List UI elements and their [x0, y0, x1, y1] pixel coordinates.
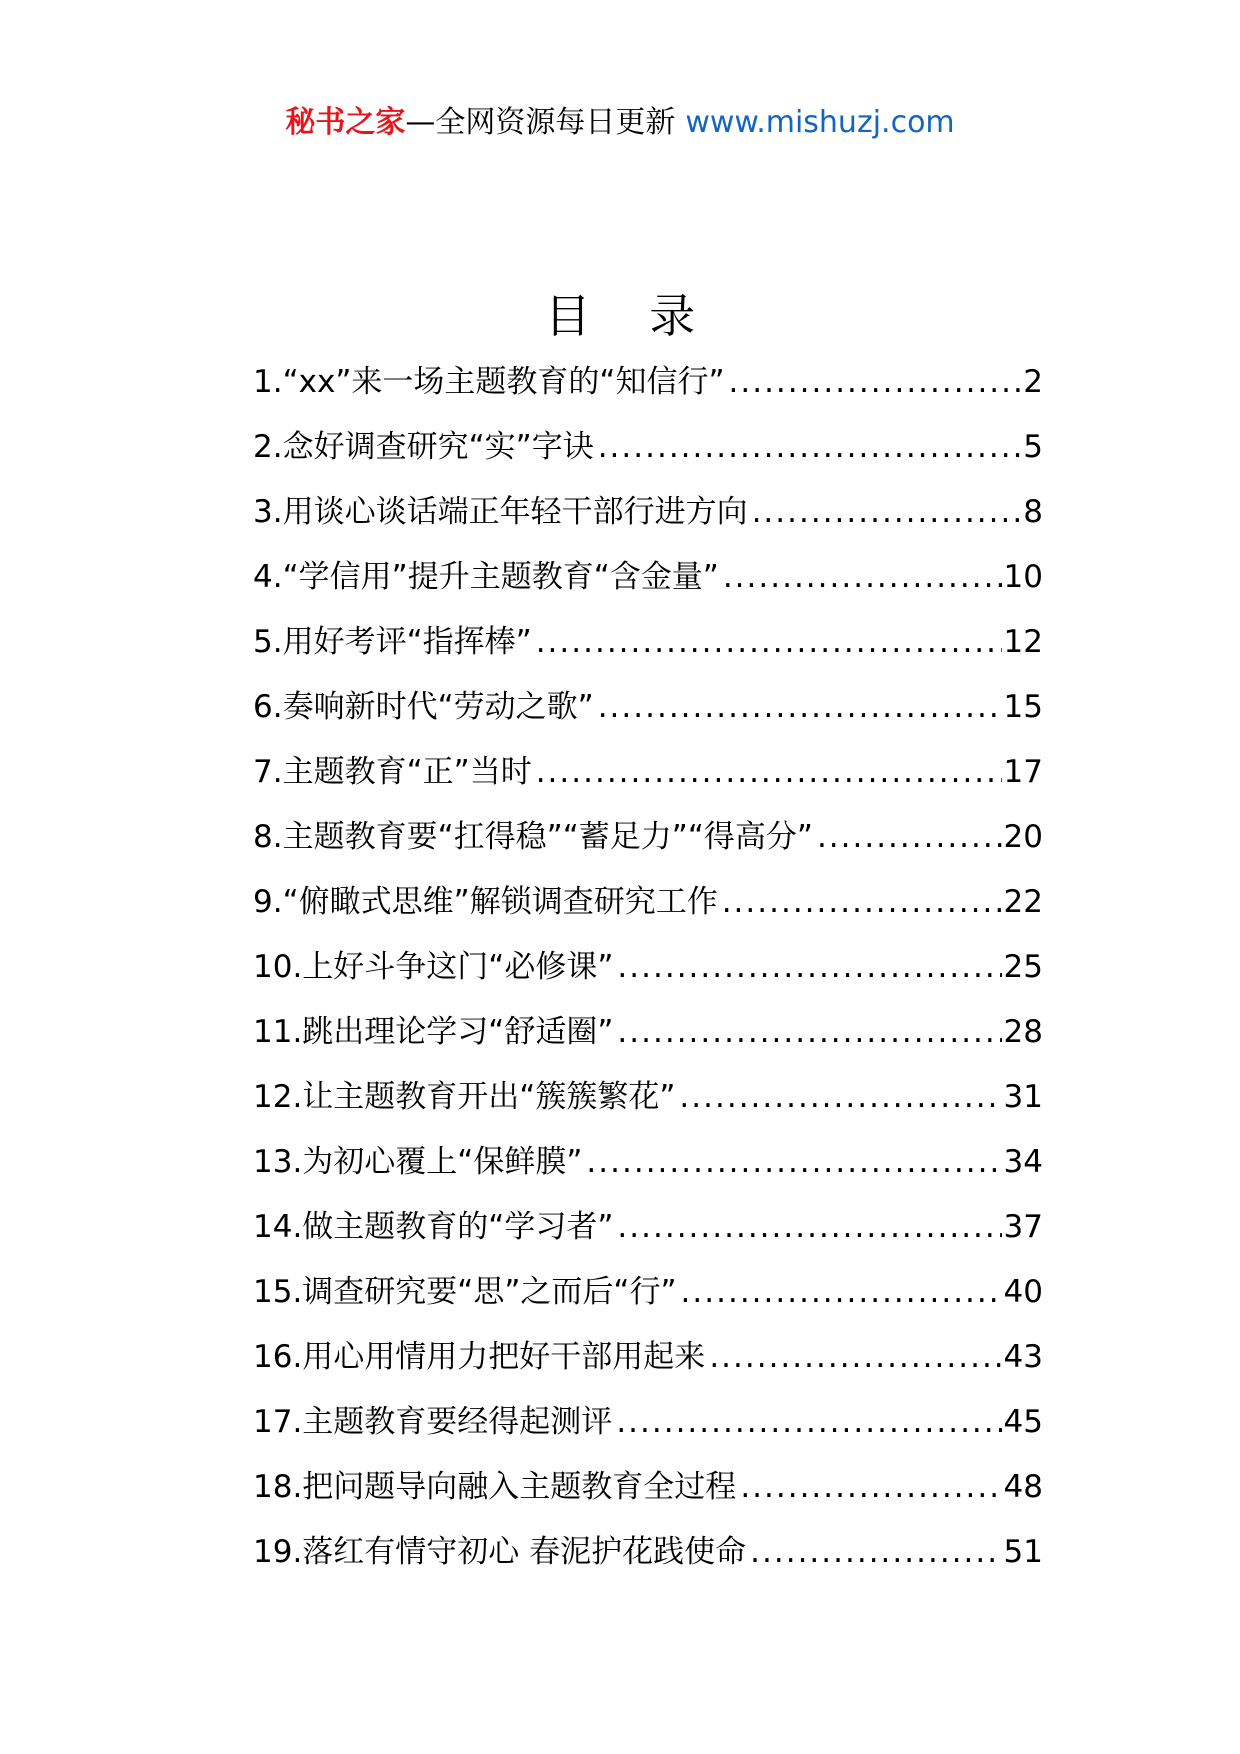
dot-leader	[740, 1463, 1001, 1511]
toc-item-page: 20	[1003, 819, 1043, 855]
toc-item-title: 15.调查研究要“思”之而后“行”	[253, 1274, 677, 1310]
toc-item-page: 28	[1003, 1014, 1043, 1050]
toc-item-page: 51	[1003, 1534, 1043, 1570]
toc-item-page: 12	[1003, 624, 1043, 660]
toc-title: 目 录	[544, 289, 718, 343]
toc-item-title: 14.做主题教育的“学习者”	[253, 1209, 614, 1245]
toc-item[interactable]	[253, 1138, 1043, 1203]
dot-leader	[617, 1203, 1001, 1251]
toc-item[interactable]	[253, 943, 1043, 1008]
toc-item-title: 10.上好斗争这门“必修课”	[253, 949, 614, 985]
dot-leader	[817, 813, 1002, 861]
toc-item[interactable]	[253, 488, 1043, 553]
dot-leader	[723, 553, 1002, 601]
dot-leader	[536, 748, 1002, 796]
toc-item-page: 25	[1003, 949, 1043, 985]
toc-item-title: 3.用谈心谈话端正年轻干部行进方向	[253, 494, 748, 530]
toc-item-title: 18.把问题导向融入主题教育全过程	[253, 1469, 737, 1505]
toc-item-page: 2	[1023, 364, 1043, 400]
dot-leader	[586, 1138, 1001, 1186]
website-link[interactable]: www.mishuzj.com	[685, 105, 955, 140]
dot-leader	[616, 1398, 1001, 1446]
toc-item-page: 17	[1003, 754, 1043, 790]
dot-leader	[617, 1008, 1001, 1056]
toc-item-title: 13.为初心覆上“保鲜膜”	[253, 1144, 583, 1180]
toc-item-page: 8	[1023, 494, 1043, 530]
toc-item-page: 15	[1003, 689, 1043, 725]
toc-item-title: 9.“俯瞰式思维”解锁调查研究工作	[253, 884, 718, 920]
toc-item-title: 19.落红有情守初心 春泥护花践使命	[253, 1534, 747, 1570]
toc-item[interactable]	[253, 1203, 1043, 1268]
dot-leader	[750, 1528, 1001, 1576]
toc-item-page: 22	[1003, 884, 1043, 920]
toc-item[interactable]	[253, 1333, 1043, 1398]
toc-item-title: 11.跳出理论学习“舒适圈”	[253, 1014, 614, 1050]
toc-item[interactable]	[253, 748, 1043, 813]
toc-item-title: 16.用心用情用力把好干部用起来	[253, 1339, 706, 1375]
toc-item-title: 1.“xx”来一场主题教育的“知信行”	[253, 364, 725, 400]
toc-item-page: 5	[1023, 429, 1043, 465]
toc-item-title: 17.主题教育要经得起测评	[253, 1404, 613, 1440]
dot-leader	[598, 683, 1002, 731]
toc-item-page: 34	[1003, 1144, 1043, 1180]
toc-item[interactable]	[253, 1463, 1043, 1528]
toc-item-title: 6.奏响新时代“劳动之歌”	[253, 689, 594, 725]
toc-item[interactable]	[253, 683, 1043, 748]
toc-item-title: 5.用好考评“指挥棒”	[253, 624, 532, 660]
dot-leader	[722, 878, 1002, 926]
dot-leader	[536, 618, 1002, 666]
site-header	[0, 100, 1240, 146]
dot-leader	[598, 423, 1022, 471]
dot-leader	[681, 1268, 1002, 1316]
toc-item-title: 2.念好调查研究“实”字诀	[253, 429, 594, 465]
toc-item-page: 43	[1003, 1339, 1043, 1375]
toc-item-title: 7.主题教育“正”当时	[253, 754, 532, 790]
toc-item[interactable]	[253, 1268, 1043, 1333]
toc-item-page: 37	[1003, 1209, 1043, 1245]
toc-item[interactable]	[253, 423, 1043, 488]
toc-item-page: 48	[1003, 1469, 1043, 1505]
toc-item[interactable]	[253, 553, 1043, 618]
toc-item[interactable]	[253, 1528, 1043, 1593]
toc-item[interactable]	[253, 813, 1043, 878]
toc-item-page: 10	[1003, 559, 1043, 595]
table-of-contents	[253, 358, 1043, 1593]
dot-leader	[709, 1333, 1001, 1381]
dot-leader	[729, 358, 1022, 406]
toc-item[interactable]	[253, 878, 1043, 943]
toc-item[interactable]	[253, 1073, 1043, 1138]
toc-item-title: 4.“学信用”提升主题教育“含金量”	[253, 559, 719, 595]
toc-item-title: 8.主题教育要“扛得稳”“蓄足力”“得高分”	[253, 819, 813, 855]
toc-item-page: 31	[1003, 1079, 1043, 1115]
brand-name: 秘书之家	[285, 105, 406, 140]
toc-item-page: 45	[1003, 1404, 1043, 1440]
dot-leader	[679, 1073, 1001, 1121]
toc-item-page: 40	[1003, 1274, 1043, 1310]
header-tagline: —全网资源每日更新	[405, 105, 676, 140]
toc-item[interactable]	[253, 1398, 1043, 1463]
dot-leader	[617, 943, 1001, 991]
dot-leader	[752, 488, 1022, 536]
toc-item[interactable]	[253, 358, 1043, 423]
toc-item[interactable]	[253, 618, 1043, 683]
toc-item-title: 12.让主题教育开出“簇簇繁花”	[253, 1079, 676, 1115]
toc-item[interactable]	[253, 1008, 1043, 1073]
